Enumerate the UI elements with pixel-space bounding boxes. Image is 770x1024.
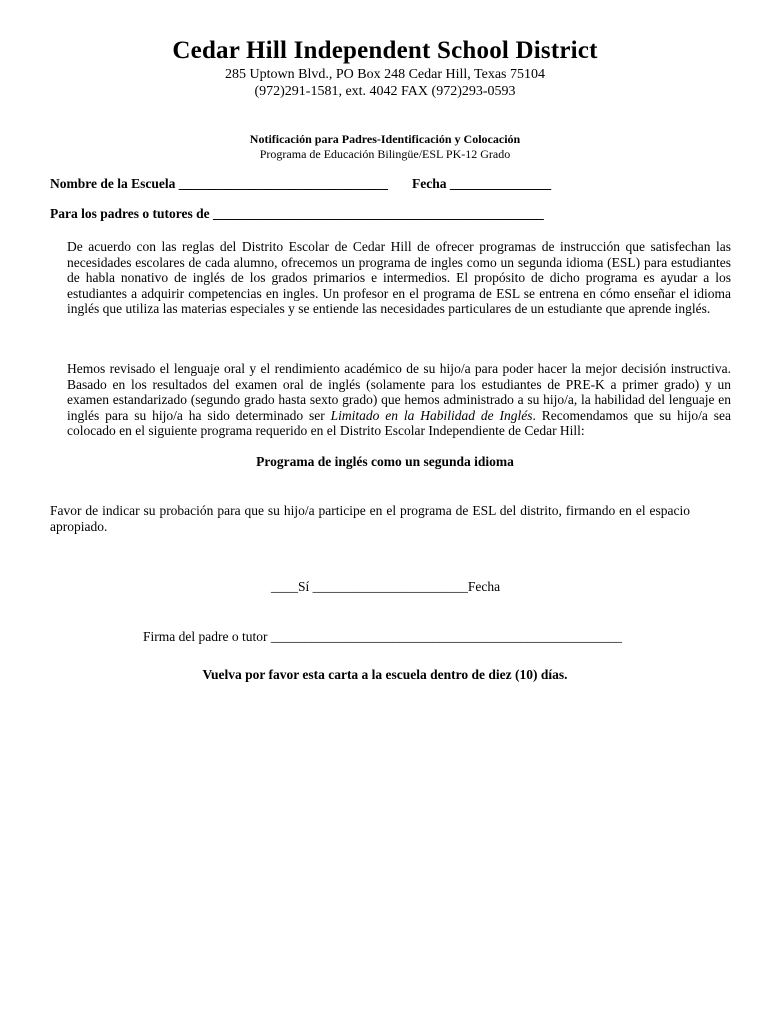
parent-signature-line: Firma del padre o tutor ____________________________________________________ <box>143 629 622 644</box>
paragraph-program-intro: De acuerdo con las reglas del Distrito Escolar de Cedar Hill de ofrecer programas de instrucción que satisfechan las necesidades escolares de cada alumno, ofrecemos un programa de ingles como un segunda idioma (ESL) para estudiantes de habla nonativo de inglés de los grados primarios e intermedios. El propósito de dicho programa es ayudar a los estudiantes a adquirir competencias en ingles. Un profesor en el programa de ESL se entrena en cómo enseñar el idioma inglés que utiliza las materias especiales y se entiende las necesidades particulares de un estudiante que aprende inglés. <box>67 239 731 317</box>
program-subtitle: Programa de Educación Bilingüe/ESL PK-12 Grado <box>259 147 511 161</box>
paragraph-consent: Favor de indicar su probación para que su hijo/a participe en el programa de ESL del distrito, firmando en el espacio apropiado. <box>50 503 690 534</box>
paragraph-evaluation <box>67 361 731 439</box>
notice-title: Notificación para Padres-Identificación y Colocación <box>249 132 521 146</box>
district-title: Cedar Hill Independent School District <box>172 37 598 64</box>
school-name-field: Nombre de la Escuela _______________________________ <box>50 176 388 191</box>
yes-signature-line: ____Sí _______________________Fecha <box>271 579 501 594</box>
return-note: Vuelva por favor esta carta a la escuela dentro de diez (10) días. <box>202 667 568 682</box>
program-name: Programa de inglés como un segunda idioma <box>256 454 514 469</box>
district-phone: (972)291-1581, ext. 4042 FAX (972)293-0593 <box>254 84 516 99</box>
paragraph-evaluation-text-end: . Recomendamos que su hijo/a sea colocado en el siguiente programa requerido en el Distrito Escolar Independiente de Cedar Hill: <box>67 407 731 439</box>
parents-field: Para los padres o tutores de _________________________________________________ <box>50 206 544 221</box>
date-field: Fecha _______________ <box>412 176 552 191</box>
district-address: 285 Uptown Blvd., PO Box 248 Cedar Hill, Texas 75104 <box>225 67 545 82</box>
paragraph-evaluation-text: Hemos revisado el lenguaje oral y el rendimiento académico de su hijo/a para poder hacer la mejor decisión instructiva. Basado en los resultados del examen oral de inglés (solamente para los estudiantes de PRE-K a primer grado) y un examen estandarizado (segundo grado hasta sexto grado) que hemos administrado a su hijo/a, la habilidad del lenguaje en inglés para su hijo/a ha sido determinado ser <box>67 361 731 423</box>
limited-english-phrase: Limitado en la Habilidad de Inglés <box>330 407 533 423</box>
